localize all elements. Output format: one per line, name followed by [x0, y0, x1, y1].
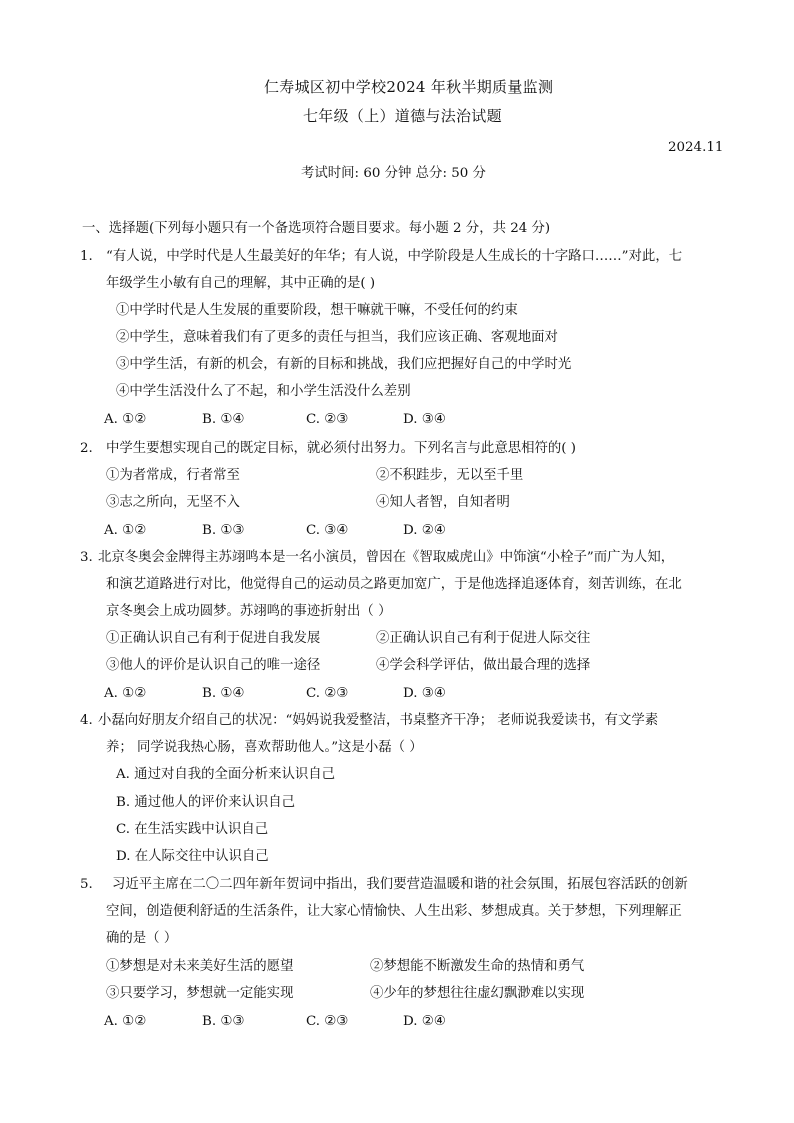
question-text: 京冬奥会上成功圆梦。苏翊鸣的事迹折射出（ ）: [106, 604, 392, 619]
option-a: A. ①②: [104, 412, 147, 427]
statement: ③中学生活，有新的机会，有新的目标和挑战，我们应把握好自己的中学时光: [116, 357, 572, 372]
statement: ④学会科学评估，做出最合理的选择: [376, 658, 591, 673]
option-b: B. ①③: [202, 1014, 245, 1029]
statement: ②中学生，意味着我们有了更多的责任与担当，我们应该正确、客观地面对: [116, 330, 558, 345]
question-text: “有人说，中学时代是人生最美好的年华；有人说，中学阶段是人生成长的十字路口……”对此，七: [106, 249, 683, 264]
question-number: 3.: [80, 550, 93, 565]
option-c: C. ②③: [306, 412, 349, 427]
option-d: D. ③④: [403, 686, 446, 701]
exam-info: 考试时间: 60 分钟 总分: 50 分: [301, 166, 486, 181]
statement: ②正确认识自己有利于促进人际交往: [376, 631, 591, 646]
statement: ①为者常成，行者常至: [106, 468, 240, 483]
question-text: 空间，创造便利舒适的生活条件，让大家心情愉快、人生出彩、梦想成真。关于梦想，下列理解正: [106, 904, 682, 919]
option-a: A. ①②: [104, 523, 147, 538]
exam-date: 2024.11: [668, 140, 724, 155]
statement: ①正确认识自己有利于促进自我发展: [106, 631, 321, 646]
exam-title-line1: 仁寿城区初中学校2024 年秋半期质量监测: [264, 78, 554, 96]
question-text: 和演艺道路进行对比，他觉得自己的运动员之路更加宽广，于是他选择追逐体育，刻苦训练，在北: [106, 577, 682, 592]
option-d: D. ③④: [403, 412, 446, 427]
option-b: B. ①④: [202, 412, 245, 427]
option-b: B. ①③: [202, 523, 245, 538]
option-c: C. ②③: [306, 686, 349, 701]
question-number: 1.: [80, 249, 93, 264]
question-text: 养； 同学说我热心肠，喜欢帮助他人。”这是小磊（ ）: [106, 740, 423, 755]
statement: ④中学生活没什么了不起，和小学生活没什么差别: [116, 384, 411, 399]
question-number: 5.: [80, 877, 93, 892]
section-heading: 一、选择题(下列每小题只有一个备选项符合题目要求。每小题 2 分，共 24 分): [82, 221, 551, 236]
question-text: 中学生要想实现自己的既定目标，就必须付出努力。下列名言与此意思相符的( ): [106, 441, 576, 456]
option-d: D. ②④: [403, 523, 446, 538]
option-d: D. 在人际交往中认识自己: [116, 849, 269, 864]
question-text: 北京冬奥会金牌得主苏翊鸣本是一名小演员，曾因在《智取威虎山》中饰演“小栓子”而广为人知，: [98, 550, 675, 565]
statement: ②梦想能不断激发生命的热情和勇气: [370, 959, 585, 974]
option-a: A. 通过对自我的全面分析来认识自己: [116, 767, 336, 782]
statement: ①中学时代是人生发展的重要阶段，想干嘛就干嘛，不受任何的约束: [116, 303, 518, 318]
option-c: C. ②③: [306, 1014, 349, 1029]
question-number: 4.: [80, 713, 93, 728]
question-text: 年级学生小敏有自己的理解，其中正确的是( ): [106, 276, 376, 291]
statement: ①梦想是对未来美好生活的愿望: [106, 959, 294, 974]
option-b: B. 通过他人的评价来认识自己: [116, 795, 296, 810]
option-a: A. ①②: [104, 1014, 147, 1029]
exam-title-line2: 七年级（上）道德与法治试题: [303, 107, 502, 125]
statement: ④知人者智，自知者明: [376, 495, 510, 510]
question-text: 小磊向好朋友介绍自己的状况：“妈妈说我爱整洁，书桌整齐干净； 老师说我爱读书，有文学素: [98, 713, 659, 728]
question-text: 习近平主席在二〇二四年新年贺词中指出，我们要营造温暖和谐的社会氛围，拓展包容活跃的创新: [112, 877, 688, 892]
question-text: 确的是（ ）: [106, 931, 178, 946]
option-b: B. ①④: [202, 686, 245, 701]
statement: ③志之所向，无坚不入: [106, 495, 240, 510]
option-d: D. ②④: [403, 1014, 446, 1029]
statement: ③只要学习，梦想就一定能实现: [106, 986, 294, 1001]
statement: ②不积跬步，无以至千里: [376, 468, 524, 483]
option-a: A. ①②: [104, 686, 147, 701]
statement: ③他人的评价是认识自己的唯一途径: [106, 658, 321, 673]
option-c: C. ③④: [306, 523, 349, 538]
statement: ④少年的梦想往往虚幻飘渺难以实现: [370, 986, 585, 1001]
option-c: C. 在生活实践中认识自己: [116, 822, 269, 837]
question-number: 2.: [80, 441, 93, 456]
